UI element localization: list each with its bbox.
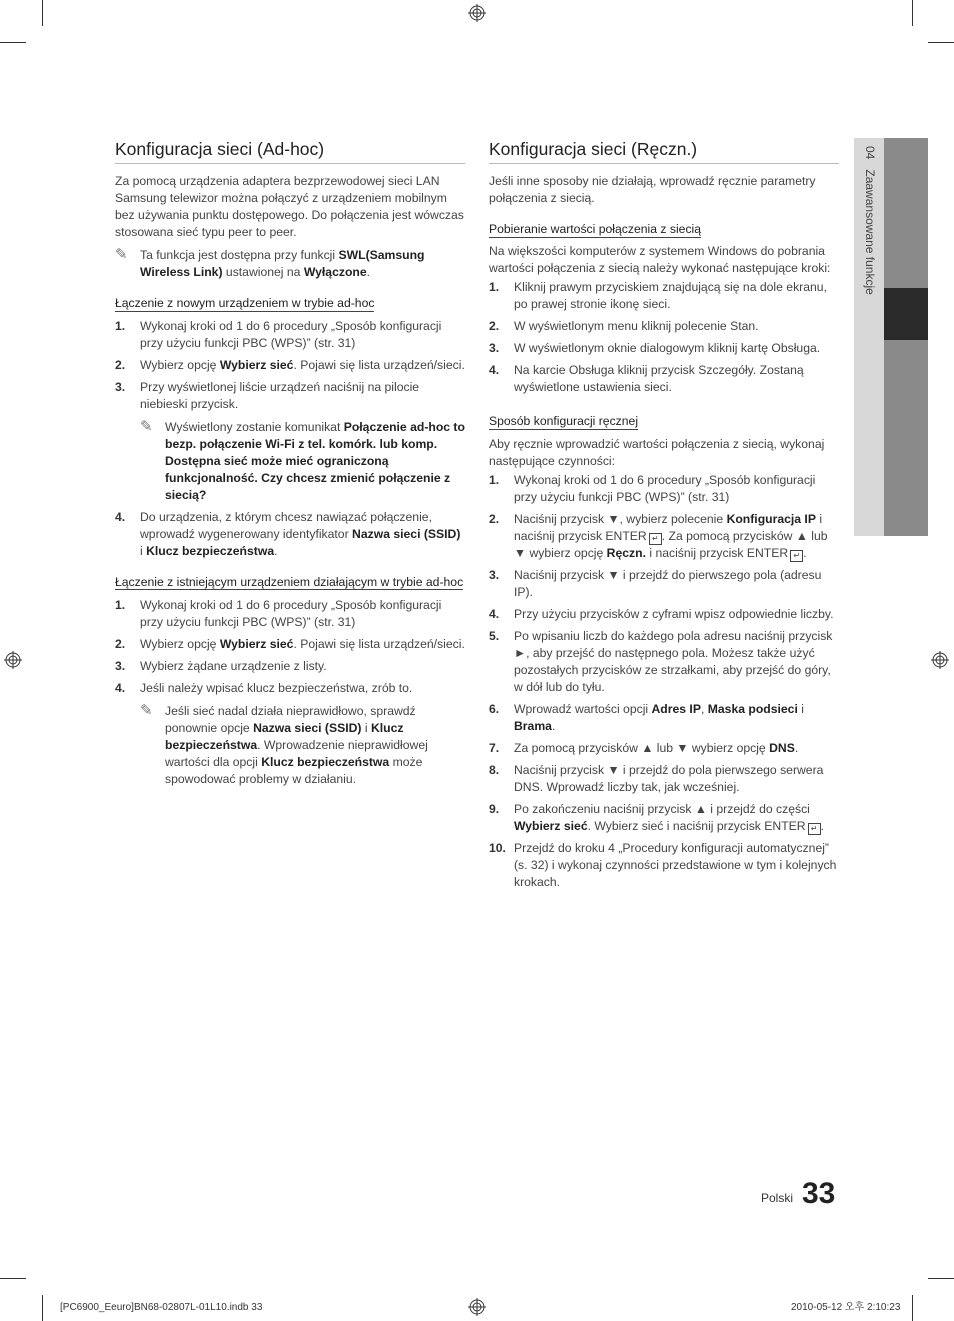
section-title-manual: Konfiguracja sieci (Ręczn.) <box>489 138 839 164</box>
subsection-intro: Aby ręcznie wprowadzić wartości połączenia z siecią, wykonaj następujące czynności: <box>489 437 825 468</box>
pencil-note-icon: ✎ <box>115 246 128 263</box>
crop-mark <box>0 1278 26 1279</box>
enter-key-icon: ↵ <box>808 823 821 835</box>
steps-list <box>115 597 465 788</box>
chapter-label <box>862 146 878 295</box>
page-number: 33 <box>802 1177 836 1210</box>
manual-intro: Jeśli inne sposoby nie działają, wprowadź ręcznie parametry połączenia z siecią. <box>489 174 816 205</box>
list-item: 3. Wybierz żądane urządzenie z listy. <box>115 659 327 673</box>
subsection-title: Pobieranie wartości połączenia z siecią <box>489 222 702 236</box>
note: ✎ Wyświetlony zostanie komunikat Połączenie ad-hoc to bezp. połączenie Wi-Fi z tel. komórk. lub komp. Dostępna sieć może mieć ograniczoną funkcjonalność. Czy chcesz zmienić połączenie z siecią? <box>140 418 465 502</box>
subsection-title: Sposób konfiguracji ręcznej <box>489 414 639 428</box>
section-title-adhoc: Konfiguracja sieci (Ad-hoc) <box>115 138 465 164</box>
list-item: 2. W wyświetlonym menu kliknij polecenie Stan. <box>489 319 759 333</box>
note: ✎ Ta funkcja jest dostępna przy funkcji SWL(Samsung Wireless Link) ustawionej na Wyłączone. <box>115 246 425 279</box>
enter-key-icon: ↵ <box>790 550 803 562</box>
right-column <box>489 138 839 896</box>
footer-language: Polski <box>761 1191 794 1205</box>
list-item: 1. Wykonaj kroki od 1 do 6 procedury „Sposób konfiguracji przy użyciu funkcji PBC (WPS)” (str. 31) <box>115 319 442 350</box>
list-item: 2. Wybierz opcję Wybierz sieć. Pojawi się lista urządzeń/sieci. <box>115 358 465 372</box>
list-item: 2. Wybierz opcję Wybierz sieć. Pojawi się lista urządzeń/sieci. <box>115 637 465 651</box>
chapter-tab-marker <box>884 288 928 340</box>
subsection-title-wrap <box>115 574 465 591</box>
crop-mark <box>912 0 913 26</box>
registration-mark-icon <box>931 651 949 669</box>
list-item: 3. Przy wyświetlonej liście urządzeń naciśnij na pilocie niebieski przycisk. ✎ Wyświetlony zostanie komunikat Połączenie ad-hoc to bezp. połączenie Wi-Fi z tel. komórk. lub komp. Dostępna sieć może mieć ograniczoną funkcjonalność. Czy chcesz zmienić połączenie z siecią? <box>115 380 465 502</box>
left-column <box>115 138 465 793</box>
crop-mark <box>0 42 26 43</box>
registration-mark-icon <box>468 4 486 22</box>
chapter-number: 04 <box>863 146 877 160</box>
crop-mark <box>928 42 954 43</box>
list-item: 3. W wyświetlonym oknie dialogowym kliknij kartę Obsługa. <box>489 341 821 355</box>
crop-mark <box>912 1295 913 1321</box>
crop-mark <box>42 1295 43 1321</box>
list-item: 8. Naciśnij przycisk ▼ i przejdź do pola pierwszego serwera DNS. Wprowadź liczby tak, jak wcześniej. <box>489 763 824 794</box>
list-item: 1. Kliknij prawym przyciskiem znajdującą się na dole ekranu, po prawej stronie ikonę sieci. <box>489 280 827 311</box>
list-item: 1. Wykonaj kroki od 1 do 6 procedury „Sposób konfiguracji przy użyciu funkcji PBC (WPS)” (str. 31) <box>115 598 442 629</box>
subsection-title: Łączenie z istniejącym urządzeniem działającym w trybie ad-hoc <box>115 575 464 589</box>
note: ✎ Jeśli sieć nadal działa nieprawidłowo, sprawdź ponownie opcje Nazwa sieci (SSID) i Klucz bezpieczeństwa. Wprowadzenie nieprawidłowej wartości dla opcji Klucz bezpieczeństwa może spowodować problemy w działaniu. <box>140 702 428 786</box>
enter-key-icon: ↵ <box>649 533 662 545</box>
subsection-intro: Na większości komputerów z systemem Windows do pobrania wartości połączenia z siecią należy wykonać następujące kroki: <box>489 244 831 275</box>
list-item: 7. Za pomocą przycisków ▲ lub ▼ wybierz opcję DNS. <box>489 741 799 755</box>
list-item: 4. Przy użyciu przycisków z cyframi wpisz odpowiednie liczby. <box>489 607 834 621</box>
chapter-tab-block <box>884 340 928 536</box>
list-item: 5. Po wpisaniu liczb do każdego pola adresu naciśnij przycisk ►, aby przejść do następnego pola. Możesz także użyć pozostałych przycisków ze strzałkami, aby przejść do góry, w dół lub do tyłu. <box>489 629 833 694</box>
list-item: 10. Przejdź do kroku 4 „Procedury konfiguracji automatycznej” (s. 32) i wykonaj czynności przedstawione w tym i kolejnych krokach. <box>489 841 837 889</box>
list-item: 4. Jeśli należy wpisać klucz bezpieczeństwa, zrób to. ✎ Jeśli sieć nadal działa nieprawidłowo, sprawdź ponownie opcje Nazwa sieci (SSID) i Klucz bezpieczeństwa. Wprowadzenie nieprawidłowej wartości dla opcji Klucz bezpieczeństwa może spowodować problemy w działaniu. <box>115 680 465 788</box>
subsection-title: Łączenie z nowym urządzeniem w trybie ad-hoc <box>115 296 375 310</box>
steps-list <box>115 318 465 560</box>
steps-list <box>489 472 839 891</box>
registration-mark-icon <box>4 651 22 669</box>
pencil-note-icon: ✎ <box>140 702 153 719</box>
list-item: 3. Naciśnij przycisk ▼ i przejdź do pierwszego pola (adresu IP). <box>489 568 822 599</box>
chapter-title: Zaawansowane funkcje <box>863 169 877 295</box>
steps-list <box>489 279 839 396</box>
list-item: 2. Naciśnij przycisk ▼, wybierz polecenie Konfiguracja IP i naciśnij przycisk ENTER ↵ . Za pomocą przycisków ▲ lub ▼ wybierz opcję Ręczn. i naciśnij przycisk ENTER ↵ . <box>489 512 828 560</box>
print-timestamp: 2010-05-12 오후 2:10:23 <box>791 1302 901 1313</box>
list-item: 9. Po zakończeniu naciśnij przycisk ▲ i przejdź do części Wybierz sieć. Wybierz sieć i naciśnij przycisk ENTER ↵ . <box>489 802 824 833</box>
list-item: 1. Wykonaj kroki od 1 do 6 procedury „Sposób konfiguracji przy użyciu funkcji PBC (WPS)” (str. 31) <box>489 473 816 504</box>
adhoc-intro: Za pomocą urządzenia adaptera bezprzewodowej sieci LAN Samsung telewizor można połączyć z urządzeniem mobilnym bez używania punktu dostępowego. Do połączenia jest wówczas stosowana sieć typu peer to peer. <box>115 174 464 239</box>
list-item: 6. Wprowadź wartości opcji Adres IP, Maska podsieci i Brama. <box>489 702 804 733</box>
registration-mark-icon <box>468 1298 486 1316</box>
crop-mark <box>42 0 43 26</box>
list-item: 4. Na karcie Obsługa kliknij przycisk Szczegóły. Zostaną wyświetlone ustawienia sieci. <box>489 363 804 394</box>
chapter-tab-block <box>884 138 928 288</box>
pencil-note-icon: ✎ <box>140 418 153 435</box>
print-file-info: [PC6900_Eeuro]BN68-02807L-01L10.indb 33 <box>60 1302 263 1313</box>
crop-mark <box>928 1278 954 1279</box>
list-item: 4. Do urządzenia, z którym chcesz nawiązać połączenie, wprowadź wygenerowany identyfikator Nazwa sieci (SSID) i Klucz bezpieczeństwa. <box>115 510 461 558</box>
